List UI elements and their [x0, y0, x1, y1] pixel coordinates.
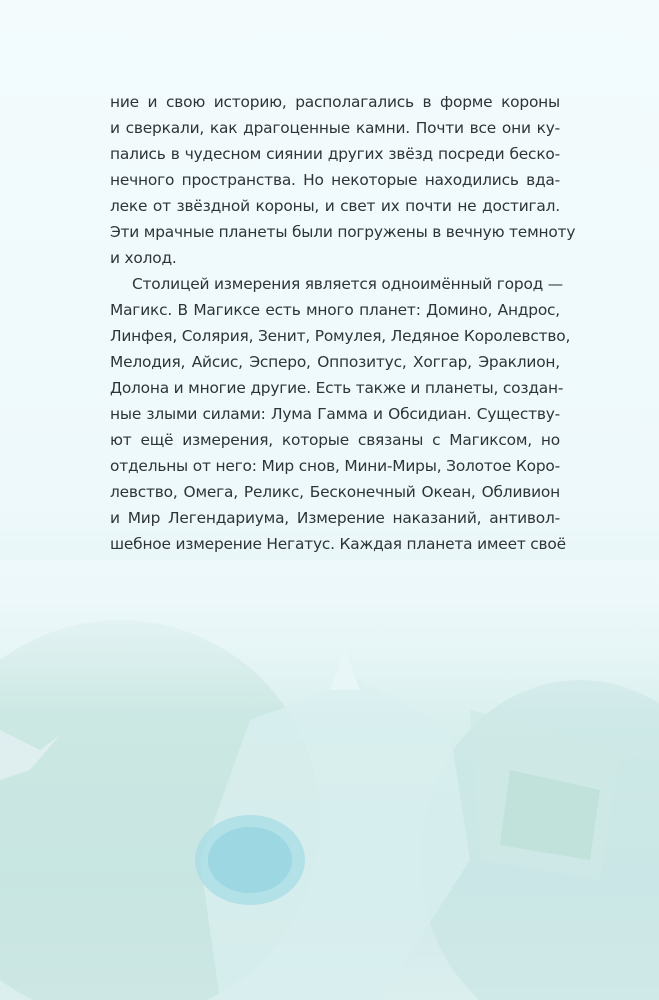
- text-line: нечного пространства. Но некоторые находились вда-: [110, 171, 560, 189]
- text-line: леке от звёздной короны, и свет их почти не достигал.: [110, 197, 560, 215]
- text-line: Магикс. В Магиксе есть много планет: Домино, Андрос,: [110, 301, 560, 319]
- text-line: и сверкали, как драгоценные камни. Почти все они ку-: [110, 119, 560, 137]
- background-palace-illustration: [0, 560, 659, 1000]
- text-line: Эти мрачные планеты были погружены в вечную темноту: [110, 223, 576, 241]
- text-line: Линфея, Солярия, Зенит, Ромулея, Ледяное Королевство,: [110, 327, 571, 345]
- text-line: шебное измерение Негатус. Каждая планета имеет своё: [110, 535, 566, 553]
- text-line: ные злыми силами: Лума Гамма и Обсидиан. Существу-: [110, 405, 560, 423]
- text-line: отдельны от него: Мир снов, Мини-Миры, Золотое Коро-: [110, 457, 560, 475]
- text-line: левство, Омега, Реликс, Бесконечный Океан, Обливион: [110, 483, 560, 501]
- text-line: ние и свою историю, располагались в форме короны: [110, 93, 560, 111]
- paragraph-start-line: Столицей измерения является одноимённый город —: [132, 275, 563, 293]
- text-line: пались в чудесном сиянии других звёзд посреди беско-: [110, 145, 560, 163]
- body-text: [110, 89, 576, 557]
- text-line: Мелодия, Айсис, Эсперо, Оппозитус, Хоггар, Эраклион,: [110, 353, 560, 371]
- text-line: ют ещё измерения, которые связаны с Магиксом, но: [110, 431, 560, 449]
- text-line: Долона и многие другие. Есть также и планеты, создан-: [110, 379, 564, 397]
- text-line: и холод.: [110, 249, 177, 267]
- text-line: и Мир Легендариума, Измерение наказаний, антивол-: [110, 509, 560, 527]
